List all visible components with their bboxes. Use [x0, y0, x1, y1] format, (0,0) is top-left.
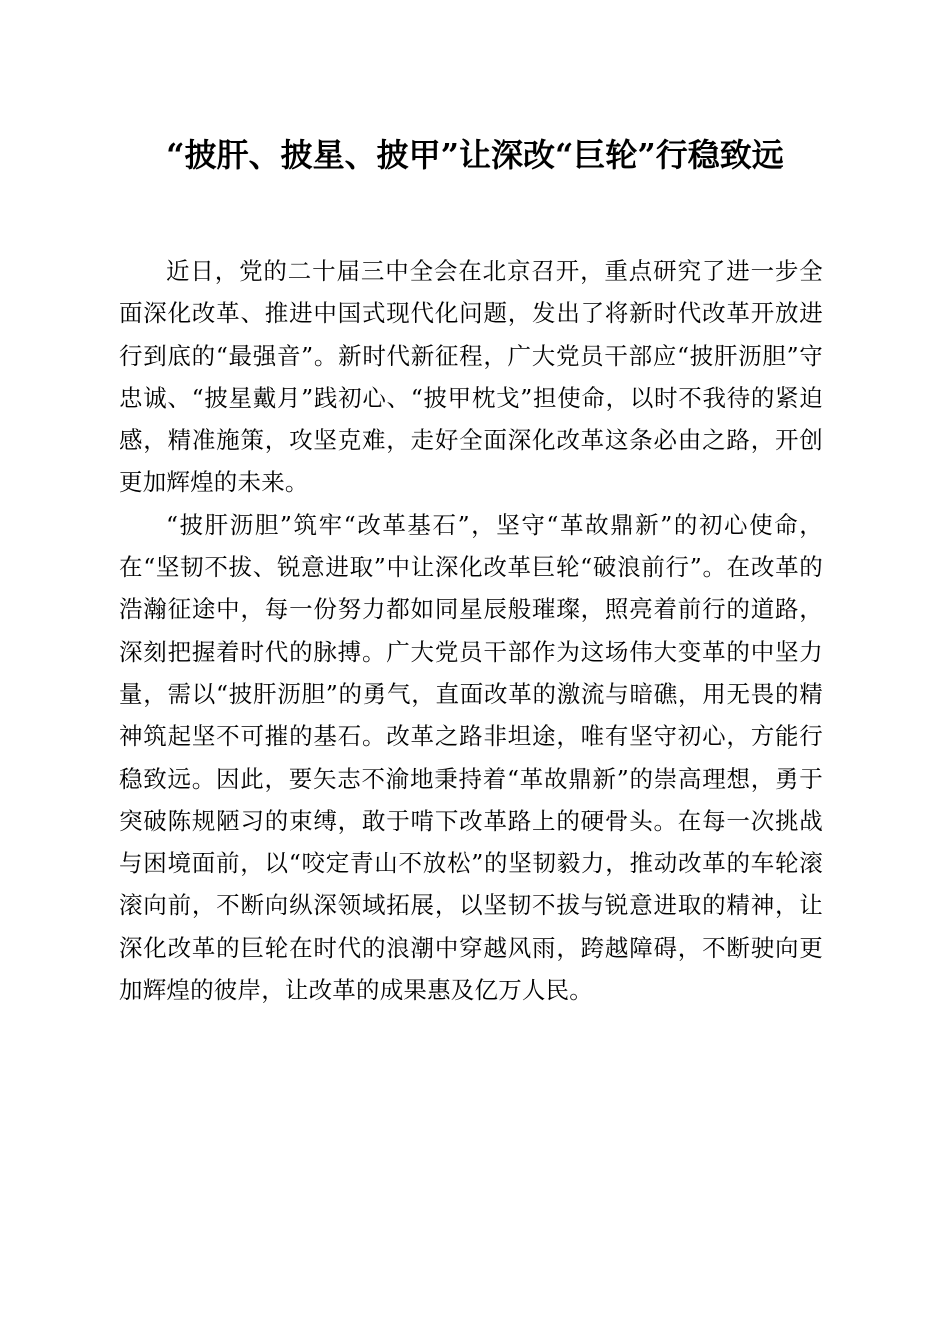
document-body [119, 250, 823, 1011]
paragraph-1: 近日，党的二十届三中全会在北京召开，重点研究了进一步全面深化改革、推进中国式现代化问题，发出了将新时代改革开放进行到底的“最强音”。新时代新征程，广大党员干部应“披肝沥胆”守忠诚、“披星戴月”践初心、“披甲枕戈”担使命，以时不我待的紧迫感，精准施策，攻坚克难，走好全面深化改革这条必由之路，开创更加辉煌的未来。 [119, 257, 823, 497]
document-title: “披肝、披星、披甲”让深改“巨轮”行稳致远 [166, 136, 784, 174]
paragraph-2: “披肝沥胆”筑牢“改革基石”，坚守“革故鼎新”的初心使命，在“坚韧不拔、锐意进取”中让深化改革巨轮“破浪前行”。在改革的浩瀚征途中，每一份努力都如同星辰般璀璨，照亮着前行的道路，深刻把握着时代的脉搏。广大党员干部作为这场伟大变革的中坚力量，需以“披肝沥胆”的勇气，直面改革的激流与暗礁，用无畏的精神筑起坚不可摧的基石。改革之路非坦途，唯有坚守初心，方能行稳致远。因此，要矢志不渝地秉持着“革故鼎新”的崇高理想，勇于突破陈规陋习的束缚，敢于啃下改革路上的硬骨头。在每一次挑战与困境面前，以“咬定青山不放松”的坚韧毅力，推动改革的车轮滚滚向前，不断向纵深领域拓展，以坚韧不拔与锐意进取的精神，让深化改革的巨轮在时代的浪潮中穿越风雨，跨越障碍，不断驶向更加辉煌的彼岸，让改革的成果惠及亿万人民。 [119, 510, 823, 1005]
